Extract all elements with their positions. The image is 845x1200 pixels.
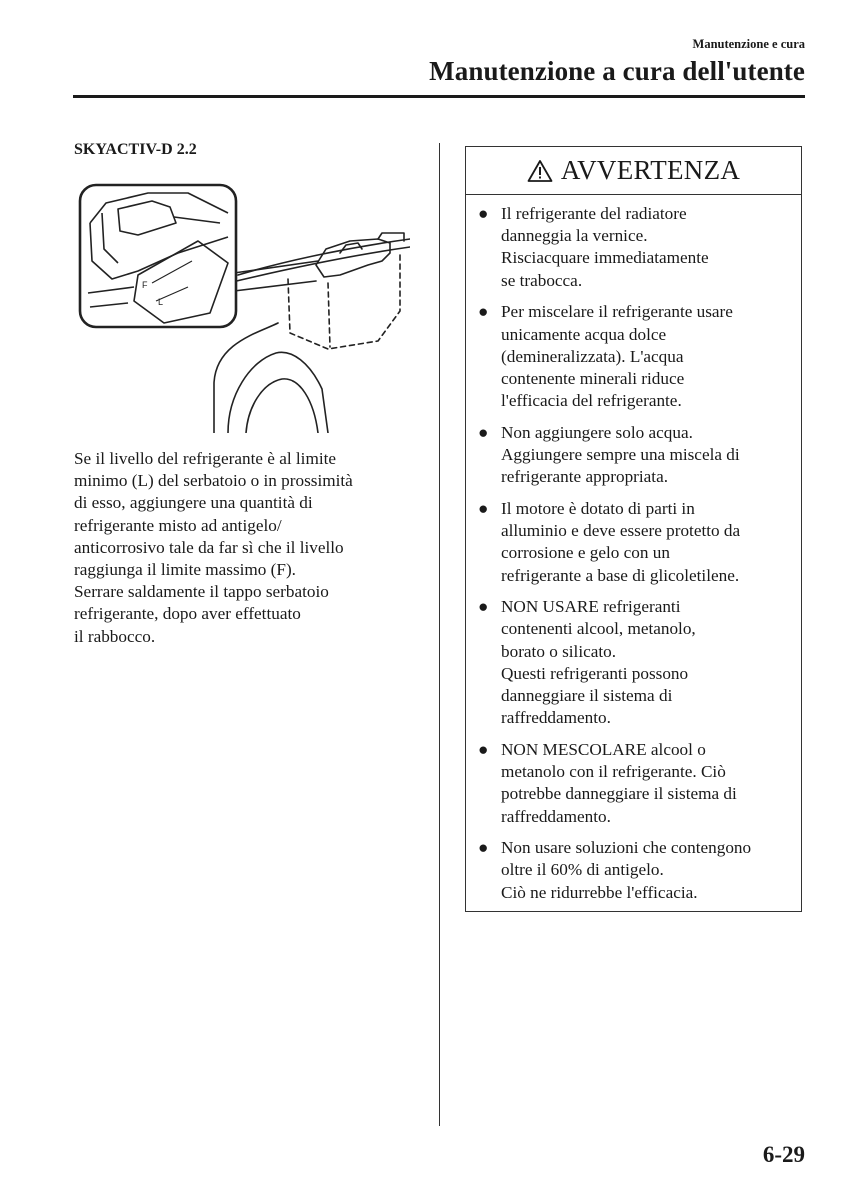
warning-item-text: NON USARE refrigeranti contenenti alcool, metanolo, borato o silicato. Questi refrigeranti possono danneggiare il sistema di raffreddamento. <box>501 597 696 728</box>
warning-item-text: Non aggiungere solo acqua. Aggiungere sempre una miscela di refrigerante appropriata. <box>501 422 740 487</box>
warning-title: AVVERTENZA <box>560 155 741 185</box>
running-section-title: Manutenzione e cura <box>692 37 805 51</box>
bullet: ● <box>478 739 489 759</box>
page-title: Manutenzione a cura dell'utente <box>429 56 805 86</box>
warning-item <box>476 422 798 489</box>
coolant-reservoir-illustration <box>78 183 410 433</box>
warning-header <box>466 147 801 195</box>
warning-item-text: Per miscelare il refrigerante usare unicamente acqua dolce (demineralizzata). L'acqua contenente minerali riduce l'efficacia del refrigerante. <box>501 302 733 411</box>
warning-box <box>465 146 802 912</box>
header-rule <box>73 95 805 98</box>
warning-item-text: NON MESCOLARE alcool o metanolo con il refrigerante. Ciò potrebbe danneggiare il sistema di raffreddamento. <box>501 739 737 826</box>
bullet: ● <box>478 498 489 518</box>
bullet: ● <box>478 422 489 442</box>
full-mark-label: F <box>142 280 148 290</box>
page-number: 6-29 <box>762 1142 805 1167</box>
column-divider <box>439 143 440 1126</box>
warning-item-text: Il refrigerante del radiatore danneggia la vernice. Risciacquare immediatamente se trabocca. <box>501 204 709 290</box>
warning-triangle-icon <box>527 159 553 183</box>
warning-item <box>476 837 798 904</box>
warning-item-text: Il motore è dotato di parti in alluminio e deve essere protetto da corrosione e gelo con un refrigerante a base di glicoletilene. <box>501 498 741 585</box>
bullet: ● <box>478 302 489 322</box>
warning-item <box>476 596 798 729</box>
warning-item <box>476 739 798 828</box>
engine-subheading: SKYACTIV-D 2.2 <box>74 141 197 158</box>
bullet: ● <box>478 597 489 617</box>
warning-item <box>476 203 798 292</box>
warning-item <box>476 301 798 412</box>
warning-list <box>476 203 798 913</box>
warning-item <box>476 498 798 587</box>
low-mark-label: L <box>158 297 164 307</box>
bullet: ● <box>478 204 489 223</box>
bullet: ● <box>478 838 489 858</box>
body-paragraph: Se il livello del refrigerante è al limite minimo (L) del serbatoio o in prossimità di esso, aggiungere una quantità di refrigerante misto ad antigelo/ anticorrosivo tale da far sì che il livello raggiunga il limite massimo (F). Serrare saldamente il tappo serbatoio refrigerante, dopo aver effettuato il rabbocco. <box>74 449 353 646</box>
warning-item-text: Non usare soluzioni che contengono oltre il 60% di antigelo. Ciò ne ridurrebbe l'efficacia. <box>501 838 752 902</box>
